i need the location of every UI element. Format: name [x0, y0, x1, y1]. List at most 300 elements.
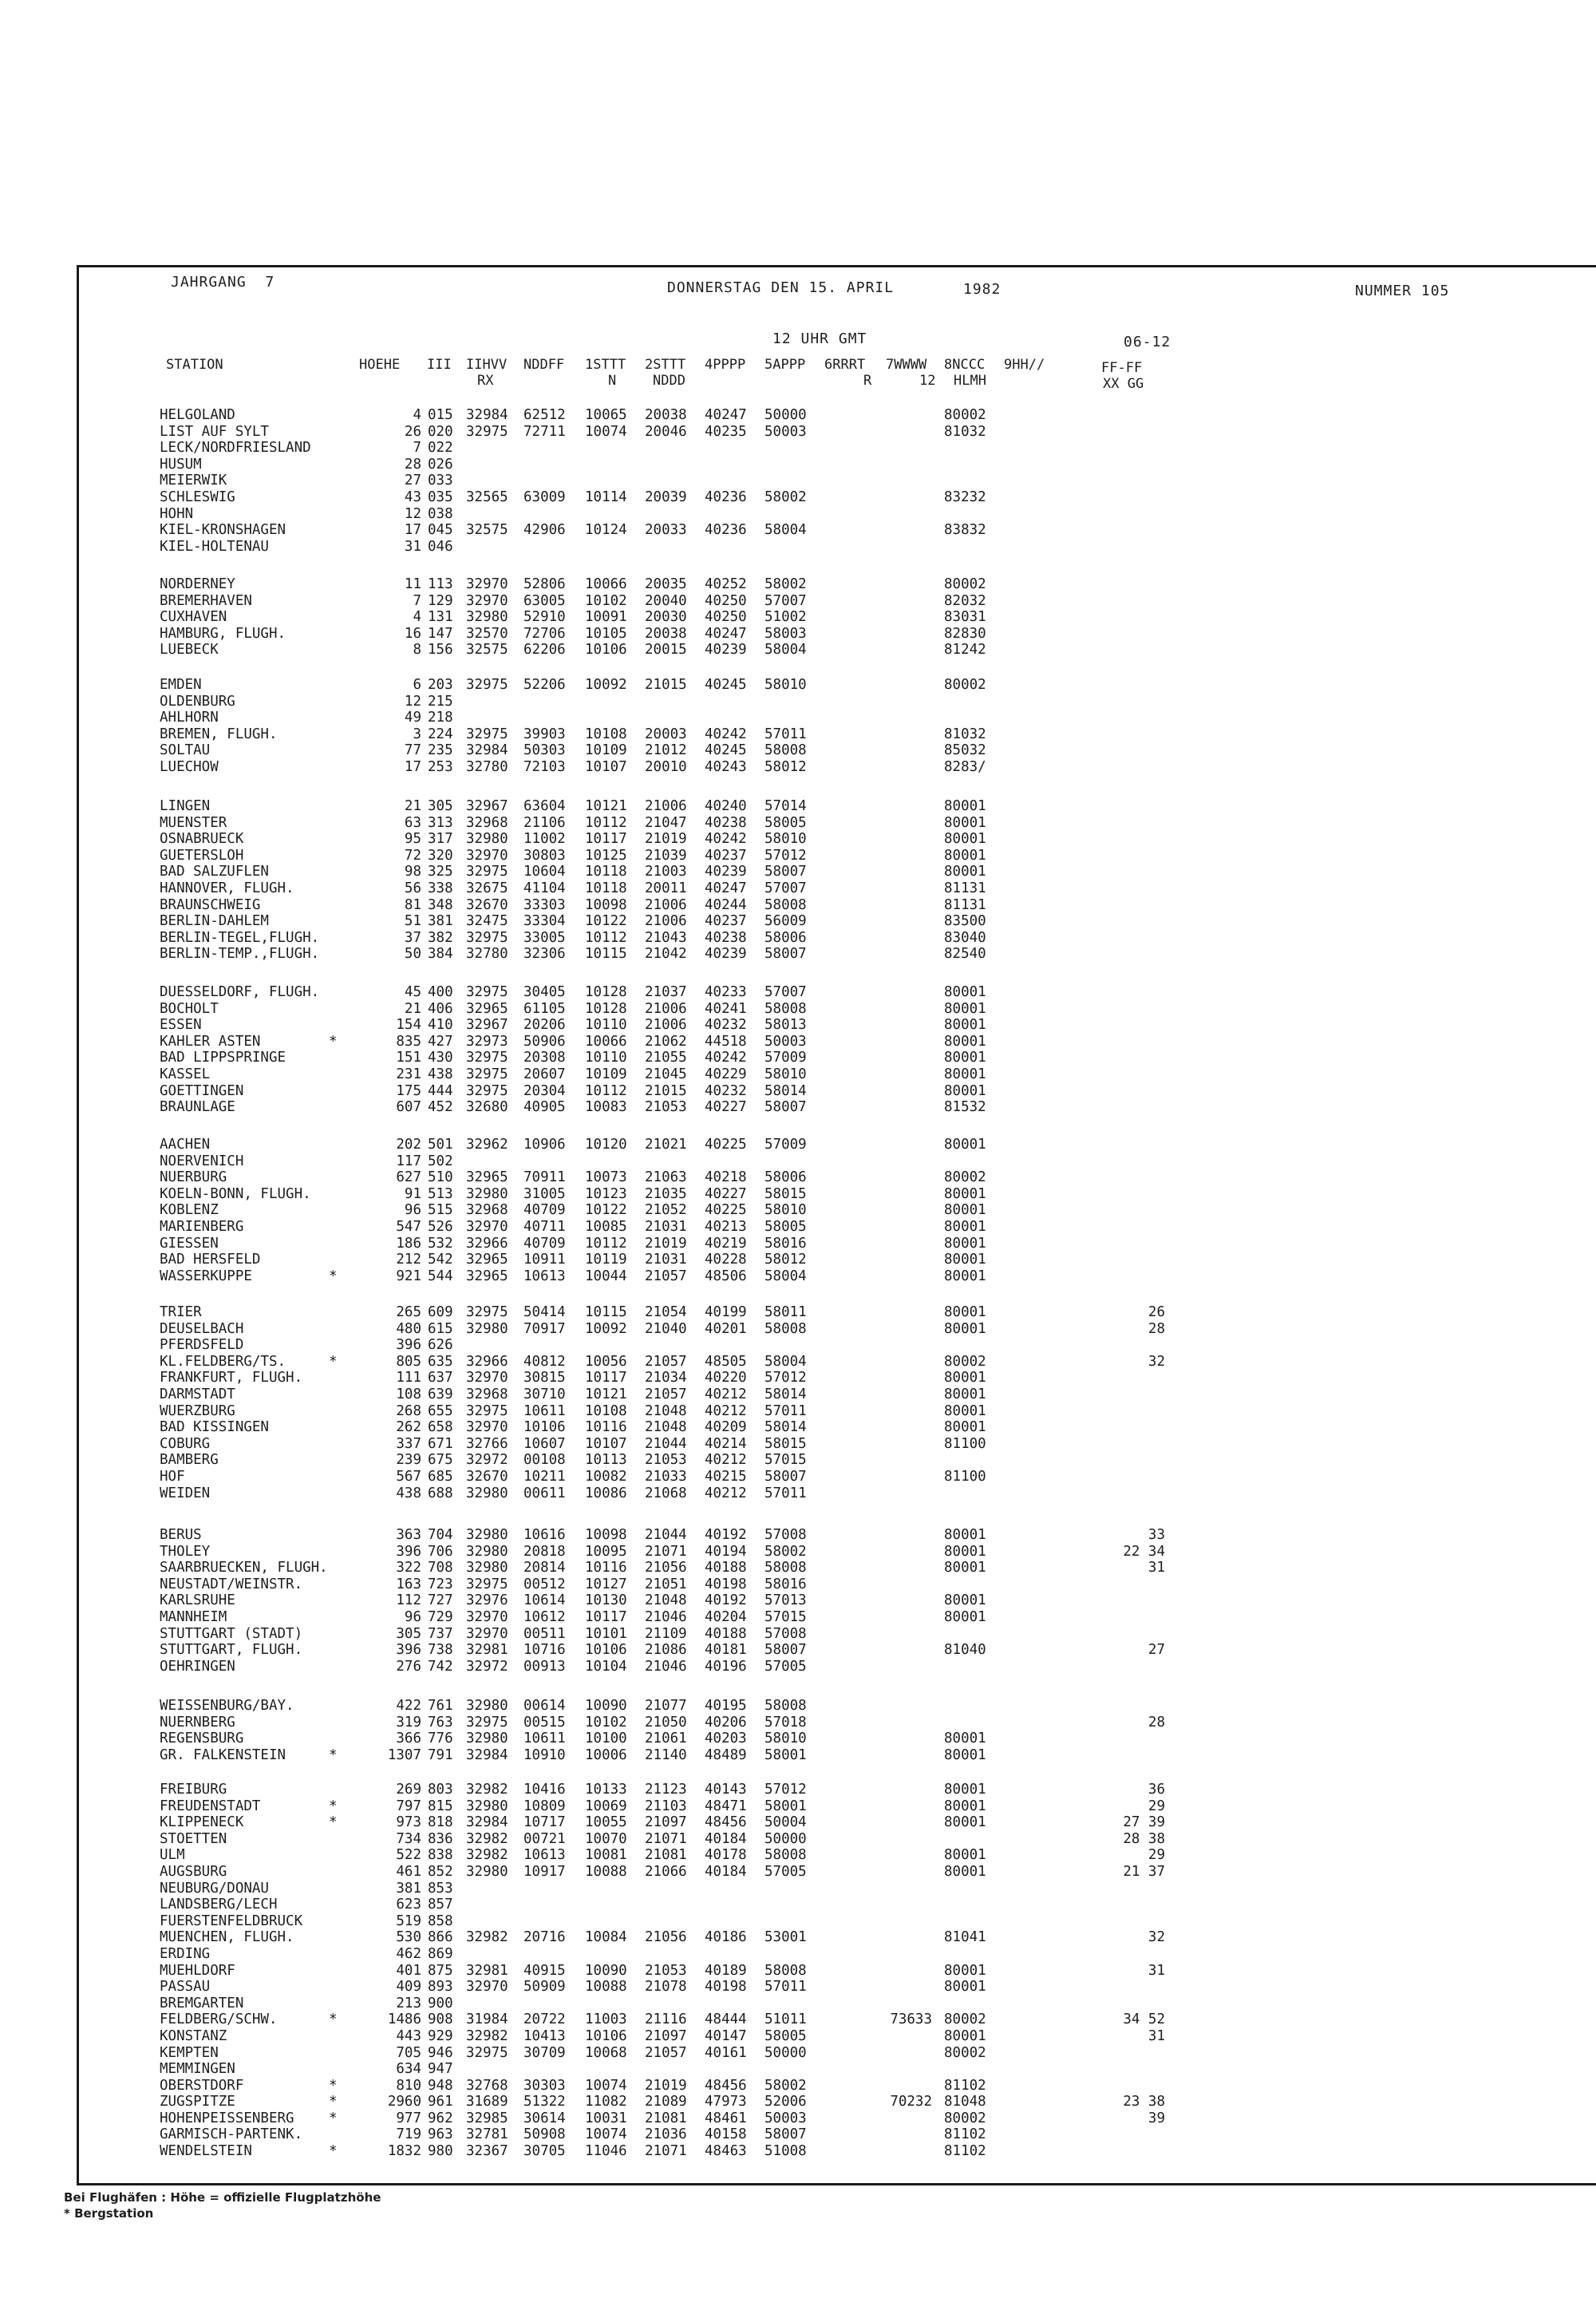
nddff-value: 50414	[523, 1304, 566, 1320]
hoehe-value: 567	[396, 1468, 421, 1485]
sttt1-value: 10117	[585, 1370, 627, 1386]
appp5-value: 58010	[764, 1202, 807, 1219]
sttt2-value: 21071	[645, 1543, 687, 1560]
sttt1-value: 10069	[585, 1798, 627, 1814]
nddff-value: 10106	[523, 1419, 566, 1436]
hoehe-value: 112	[396, 1592, 421, 1609]
iii-value: 858	[428, 1912, 453, 1929]
iii-value: 706	[428, 1543, 453, 1560]
iihvv-value: 32967	[466, 798, 508, 814]
mountain-marker: *	[329, 2110, 338, 2126]
station-name: BERLIN-DAHLEM	[160, 913, 269, 930]
appp5-value: 58016	[764, 1235, 807, 1252]
nccc8-value: 80001	[944, 847, 986, 864]
station-name: HELGOLAND	[160, 407, 235, 423]
iihvv-value: 32975	[466, 1402, 508, 1419]
sttt2-value: 21006	[645, 896, 687, 913]
station-name: OBERSTDORF	[160, 2077, 244, 2094]
hoehe-value: 319	[396, 1714, 421, 1731]
sttt2-value: 21044	[645, 1435, 687, 1452]
station-name: FELDBERG/SCHW.	[160, 2011, 278, 2028]
nccc8-value: 80001	[944, 1608, 986, 1625]
sttt1-value: 10095	[585, 1543, 627, 1560]
pppp4-value: 40196	[705, 1658, 747, 1675]
hoehe-value: 43	[404, 489, 421, 505]
nddff-value: 10607	[523, 1435, 566, 1452]
nddff-value: 40915	[523, 1962, 566, 1979]
mountain-marker: *	[329, 1798, 338, 1814]
hoehe-value: 6	[413, 677, 421, 693]
iihvv-value: 32367	[466, 2143, 508, 2160]
sttt2-value: 21006	[645, 798, 687, 814]
sttt1-value: 10073	[585, 1169, 627, 1186]
station-name: BAD HERSFELD	[160, 1252, 261, 1268]
nddff-value: 21106	[523, 814, 566, 831]
hoehe-value: 977	[396, 2110, 421, 2126]
sttt1-value: 10086	[585, 1485, 627, 1501]
appp5-value: 58014	[764, 1386, 807, 1402]
nccc8-value: 80001	[944, 1017, 986, 1034]
hoehe-value: 27	[404, 473, 421, 489]
station-name: HAMBURG, FLUGH.	[160, 625, 286, 642]
col-iihvv: IIHVV	[466, 357, 508, 373]
sttt2-value: 21006	[645, 913, 687, 930]
sttt2-value: 21077	[645, 1698, 687, 1714]
nddff-value: 20304	[523, 1082, 566, 1099]
ffff-value: 34 52	[1123, 2011, 1165, 2028]
nummer-label: NUMMER 105	[1355, 283, 1450, 299]
iihvv-value: 32970	[466, 847, 508, 864]
pppp4-value: 40232	[705, 1082, 747, 1099]
iihvv-value: 31689	[466, 2094, 508, 2110]
nccc8-value: 80002	[944, 2011, 986, 2028]
appp5-value: 57005	[764, 1863, 807, 1880]
sttt2-value: 20033	[645, 522, 687, 539]
appp5-value: 58005	[764, 814, 807, 831]
iihvv-value: 32972	[466, 1452, 508, 1469]
hoehe-value: 835	[396, 1033, 421, 1050]
iii-value: 929	[428, 2027, 453, 2044]
iii-value: 688	[428, 1485, 453, 1501]
nccc8-value: 83031	[944, 609, 986, 626]
sttt2-value: 20038	[645, 407, 687, 423]
iihvv-value: 32966	[466, 1353, 508, 1370]
col-2sttt-sub: NDDD	[653, 373, 685, 389]
nccc8-value: 80001	[944, 1402, 986, 1419]
ffff-value: 26	[1148, 1304, 1165, 1320]
hoehe-value: 438	[396, 1485, 421, 1501]
ffff-value: 31	[1148, 2027, 1165, 2044]
iihvv-value: 32965	[466, 1252, 508, 1268]
col-8nccc-sub: HLMH	[954, 373, 986, 389]
station-name: ZUGSPITZE	[160, 2094, 235, 2110]
station-name: DUESSELDORF, FLUGH.	[160, 984, 320, 1000]
hoehe-value: 12	[404, 505, 421, 522]
sttt2-value: 21035	[645, 1185, 687, 1202]
iii-value: 639	[428, 1386, 453, 1402]
sttt1-value: 10031	[585, 2110, 627, 2126]
sttt1-value: 10106	[585, 642, 627, 659]
nddff-value: 20716	[523, 1929, 566, 1946]
nddff-value: 10809	[523, 1798, 566, 1814]
appp5-value: 51008	[764, 2143, 807, 2160]
hoehe-value: 3	[413, 726, 421, 742]
pppp4-value: 40184	[705, 1863, 747, 1880]
station-name: MANNHEIM	[160, 1608, 227, 1625]
nddff-value: 50906	[523, 1033, 566, 1050]
sttt2-value: 20030	[645, 609, 687, 626]
ffff-value: 36	[1148, 1782, 1165, 1798]
sttt1-value: 10116	[585, 1419, 627, 1436]
pppp4-value: 40212	[705, 1402, 747, 1419]
sttt1-value: 10055	[585, 1814, 627, 1831]
hoehe-value: 63	[404, 814, 421, 831]
pppp4-value: 40189	[705, 1962, 747, 1979]
station-name: BAD SALZUFLEN	[160, 864, 269, 880]
iii-value: 671	[428, 1435, 453, 1452]
sttt2-value: 21116	[645, 2011, 687, 2028]
iii-value: 609	[428, 1304, 453, 1320]
nddff-value: 10611	[523, 1402, 566, 1419]
iii-value: 348	[428, 896, 453, 913]
nddff-value: 39903	[523, 726, 566, 742]
pppp4-value: 47973	[705, 2094, 747, 2110]
iihvv-value: 32575	[466, 522, 508, 539]
station-name: CUXHAVEN	[160, 609, 227, 626]
iii-value: 046	[428, 538, 453, 555]
station-name: HANNOVER, FLUGH.	[160, 880, 294, 896]
appp5-value: 58008	[764, 1698, 807, 1714]
iii-value: 761	[428, 1698, 453, 1714]
ffff-value: 28	[1148, 1714, 1165, 1731]
hoehe-value: 607	[396, 1099, 421, 1116]
iii-value: 658	[428, 1419, 453, 1436]
nccc8-value: 80001	[944, 1543, 986, 1560]
sttt1-value: 10066	[585, 1033, 627, 1050]
hoehe-value: 17	[404, 522, 421, 539]
nddff-value: 20607	[523, 1066, 566, 1082]
iihvv-value: 32975	[466, 984, 508, 1000]
appp5-value: 57007	[764, 592, 807, 609]
iii-value: 542	[428, 1252, 453, 1268]
iii-value: 015	[428, 407, 453, 423]
sttt1-value: 10074	[585, 2126, 627, 2143]
nddff-value: 63604	[523, 798, 566, 814]
iii-value: 452	[428, 1099, 453, 1116]
iihvv-value: 32970	[466, 1370, 508, 1386]
appp5-value: 58001	[764, 1798, 807, 1814]
station-name: COBURG	[160, 1435, 211, 1452]
nccc8-value: 80001	[944, 1814, 986, 1831]
station-name: GUETERSLOH	[160, 847, 244, 864]
appp5-value: 58002	[764, 576, 807, 592]
iii-value: 410	[428, 1017, 453, 1034]
hoehe-value: 213	[396, 1995, 421, 2011]
ffff-value: 21 37	[1123, 1863, 1165, 1880]
hoehe-value: 4	[413, 609, 421, 626]
iii-value: 655	[428, 1402, 453, 1419]
hoehe-value: 443	[396, 2027, 421, 2044]
wwww7-value: 70232	[890, 2094, 932, 2110]
nccc8-value: 81040	[944, 1642, 986, 1659]
station-name: NUERNBERG	[160, 1714, 235, 1731]
nccc8-value: 81102	[944, 2143, 986, 2160]
iihvv-value: 32980	[466, 1320, 508, 1337]
hoehe-value: 810	[396, 2077, 421, 2094]
pppp4-value: 40247	[705, 625, 747, 642]
nddff-value: 61105	[523, 1000, 566, 1017]
iihvv-value: 32985	[466, 2110, 508, 2126]
hoehe-value: 401	[396, 1962, 421, 1979]
nddff-value: 72706	[523, 625, 566, 642]
sttt1-value: 10112	[585, 929, 627, 946]
iihvv-value: 32976	[466, 1592, 508, 1609]
iihvv-value: 32962	[466, 1137, 508, 1153]
sttt1-value: 11003	[585, 2011, 627, 2028]
iii-value: 305	[428, 798, 453, 814]
iihvv-value: 32680	[466, 1099, 508, 1116]
time-label: 12 UHR GMT	[772, 330, 867, 347]
appp5-value: 58007	[764, 1642, 807, 1659]
nddff-value: 00913	[523, 1658, 566, 1675]
sttt2-value: 21031	[645, 1252, 687, 1268]
iii-value: 215	[428, 693, 453, 710]
sttt2-value: 21033	[645, 1468, 687, 1485]
pppp4-value: 40228	[705, 1252, 747, 1268]
nccc8-value: 83500	[944, 913, 986, 930]
station-name: THOLEY	[160, 1543, 211, 1560]
station-name: BAD LIPPSPRINGE	[160, 1050, 286, 1066]
iii-value: 763	[428, 1714, 453, 1731]
station-name: BERUS	[160, 1527, 202, 1543]
station-name: GOETTINGEN	[160, 1082, 244, 1099]
hoehe-value: 269	[396, 1782, 421, 1798]
nccc8-value: 81100	[944, 1468, 986, 1485]
sttt2-value: 21140	[645, 1746, 687, 1763]
iihvv-value: 32980	[466, 609, 508, 626]
hoehe-value: 276	[396, 1658, 421, 1675]
wwww7-value: 73633	[890, 2011, 932, 2028]
hoehe-value: 1307	[387, 1746, 421, 1763]
appp5-value: 58011	[764, 1304, 807, 1320]
nddff-value: 10612	[523, 1608, 566, 1625]
ffff-value: 32	[1148, 1929, 1165, 1946]
pppp4-value: 48461	[705, 2110, 747, 2126]
iii-value: 038	[428, 505, 453, 522]
iii-value: 438	[428, 1066, 453, 1082]
sttt2-value: 21021	[645, 1137, 687, 1153]
nccc8-value: 82830	[944, 625, 986, 642]
station-name: NUERBURG	[160, 1169, 227, 1186]
nddff-value: 00511	[523, 1625, 566, 1642]
appp5-value: 53001	[764, 1929, 807, 1946]
iihvv-value: 32981	[466, 1642, 508, 1659]
sttt1-value: 10056	[585, 1353, 627, 1370]
iii-value: 317	[428, 831, 453, 848]
sttt1-value: 10085	[585, 1218, 627, 1235]
sttt2-value: 21062	[645, 1033, 687, 1050]
nccc8-value: 81032	[944, 726, 986, 742]
iii-value: 381	[428, 913, 453, 930]
hoehe-value: 409	[396, 1979, 421, 1996]
nddff-value: 32306	[523, 946, 566, 963]
sttt2-value: 21057	[645, 2044, 687, 2061]
col-1sttt: 1STTT	[585, 357, 626, 373]
iii-value: 156	[428, 642, 453, 659]
nccc8-value: 82032	[944, 592, 986, 609]
iihvv-value: 32675	[466, 880, 508, 896]
sttt1-value: 10104	[585, 1658, 627, 1675]
nccc8-value: 81032	[944, 423, 986, 440]
station-name: NOERVENICH	[160, 1153, 244, 1169]
hoehe-value: 212	[396, 1252, 421, 1268]
appp5-value: 58008	[764, 1000, 807, 1017]
hoehe-value: 26	[404, 423, 421, 440]
nccc8-value: 80001	[944, 1386, 986, 1402]
col-hoehe: HOEHE	[359, 357, 401, 373]
hoehe-value: 151	[396, 1050, 421, 1066]
pppp4-value: 40242	[705, 726, 747, 742]
col-station: STATION	[166, 357, 223, 373]
nddff-value: 52910	[523, 609, 566, 626]
ffff-value: 27 39	[1123, 1814, 1165, 1831]
nddff-value: 30710	[523, 1386, 566, 1402]
station-name: BERLIN-TEGEL,FLUGH.	[160, 929, 320, 946]
hoehe-value: 163	[396, 1576, 421, 1592]
station-name: MARIENBERG	[160, 1218, 244, 1235]
hoehe-value: 91	[404, 1185, 421, 1202]
iii-value: 708	[428, 1560, 453, 1576]
nddff-value: 20206	[523, 1017, 566, 1034]
sttt1-value: 10112	[585, 1082, 627, 1099]
pppp4-value: 40147	[705, 2027, 747, 2044]
nddff-value: 00611	[523, 1485, 566, 1501]
sttt1-value: 10128	[585, 984, 627, 1000]
hoehe-value: 77	[404, 742, 421, 759]
sttt1-value: 10074	[585, 2077, 627, 2094]
iihvv-value: 32984	[466, 407, 508, 423]
pppp4-value: 40178	[705, 1847, 747, 1864]
nddff-value: 10716	[523, 1642, 566, 1659]
station-name: STOETTEN	[160, 1830, 227, 1847]
iihvv-value: 32984	[466, 1746, 508, 1763]
iii-value: 675	[428, 1452, 453, 1469]
nddff-value: 72103	[523, 758, 566, 775]
nddff-value: 42906	[523, 522, 566, 539]
sttt1-value: 10098	[585, 896, 627, 913]
sttt1-value: 10117	[585, 1608, 627, 1625]
station-name: KOELN-BONN, FLUGH.	[160, 1185, 311, 1202]
hoehe-value: 7	[413, 440, 421, 457]
iihvv-value: 32980	[466, 1731, 508, 1747]
pppp4-value: 40184	[705, 1830, 747, 1847]
iii-value: 131	[428, 609, 453, 626]
station-name: WEISSENBURG/BAY.	[160, 1698, 294, 1714]
ffff-value: 27	[1148, 1642, 1165, 1659]
appp5-value: 58005	[764, 1218, 807, 1235]
sttt2-value: 20038	[645, 625, 687, 642]
nddff-value: 30614	[523, 2110, 566, 2126]
nddff-value: 20814	[523, 1560, 566, 1576]
appp5-value: 58002	[764, 1543, 807, 1560]
sttt2-value: 21015	[645, 1082, 687, 1099]
pppp4-value: 40225	[705, 1202, 747, 1219]
sttt1-value: 10108	[585, 726, 627, 742]
nddff-value: 63005	[523, 592, 566, 609]
appp5-value: 58010	[764, 1731, 807, 1747]
station-name: HUSUM	[160, 456, 202, 473]
hoehe-value: 117	[396, 1153, 421, 1169]
pppp4-value: 40203	[705, 1731, 747, 1747]
station-name: ESSEN	[160, 1017, 202, 1034]
hoehe-value: 322	[396, 1560, 421, 1576]
iii-value: 513	[428, 1185, 453, 1202]
station-name: NORDERNEY	[160, 576, 235, 592]
station-name: FREIBURG	[160, 1782, 227, 1798]
iii-value: 510	[428, 1169, 453, 1186]
sttt1-value: 10114	[585, 489, 627, 505]
iihvv-value: 32975	[466, 929, 508, 946]
pppp4-value: 48505	[705, 1353, 747, 1370]
iii-value: 836	[428, 1830, 453, 1847]
appp5-value: 58010	[764, 1066, 807, 1082]
station-name: MUENCHEN, FLUGH.	[160, 1929, 294, 1946]
sttt1-value: 10117	[585, 831, 627, 848]
iihvv-value: 32966	[466, 1235, 508, 1252]
hoehe-value: 734	[396, 1830, 421, 1847]
hoehe-value: 186	[396, 1235, 421, 1252]
iii-value: 685	[428, 1468, 453, 1485]
iii-value: 776	[428, 1731, 453, 1747]
pppp4-value: 40252	[705, 576, 747, 592]
sttt1-value: 10127	[585, 1576, 627, 1592]
col-ffff: FF-FF	[1101, 360, 1143, 376]
sttt2-value: 21045	[645, 1066, 687, 1082]
station-name: GR. FALKENSTEIN	[160, 1746, 286, 1763]
nccc8-value: 81242	[944, 642, 986, 659]
nddff-value: 10211	[523, 1468, 566, 1485]
iii-value: 033	[428, 473, 453, 489]
appp5-value: 57012	[764, 847, 807, 864]
pppp4-value: 48489	[705, 1746, 747, 1763]
appp5-value: 50004	[764, 1814, 807, 1831]
hoehe-value: 461	[396, 1863, 421, 1880]
nddff-value: 10911	[523, 1252, 566, 1268]
pppp4-value: 40225	[705, 1137, 747, 1153]
station-name: SCHLESWIG	[160, 489, 235, 505]
nddff-value: 50303	[523, 742, 566, 759]
pppp4-value: 40181	[705, 1642, 747, 1659]
station-name: AACHEN	[160, 1137, 211, 1153]
sttt2-value: 20039	[645, 489, 687, 505]
hoehe-value: 72	[404, 847, 421, 864]
ffff-value: 31	[1148, 1962, 1165, 1979]
hoehe-value: 45	[404, 984, 421, 1000]
iii-value: 704	[428, 1527, 453, 1543]
station-name: ULM	[160, 1847, 185, 1864]
iii-value: 815	[428, 1798, 453, 1814]
sttt1-value: 10119	[585, 1252, 627, 1268]
sttt1-value: 10088	[585, 1863, 627, 1880]
sttt2-value: 21057	[645, 1268, 687, 1284]
sttt2-value: 21034	[645, 1370, 687, 1386]
nccc8-value: 80001	[944, 1137, 986, 1153]
appp5-value: 58007	[764, 946, 807, 963]
nddff-value: 10416	[523, 1782, 566, 1798]
iihvv-value: 32781	[466, 2126, 508, 2143]
station-name: BRAUNLAGE	[160, 1099, 235, 1116]
ffff-value: 28	[1148, 1320, 1165, 1337]
